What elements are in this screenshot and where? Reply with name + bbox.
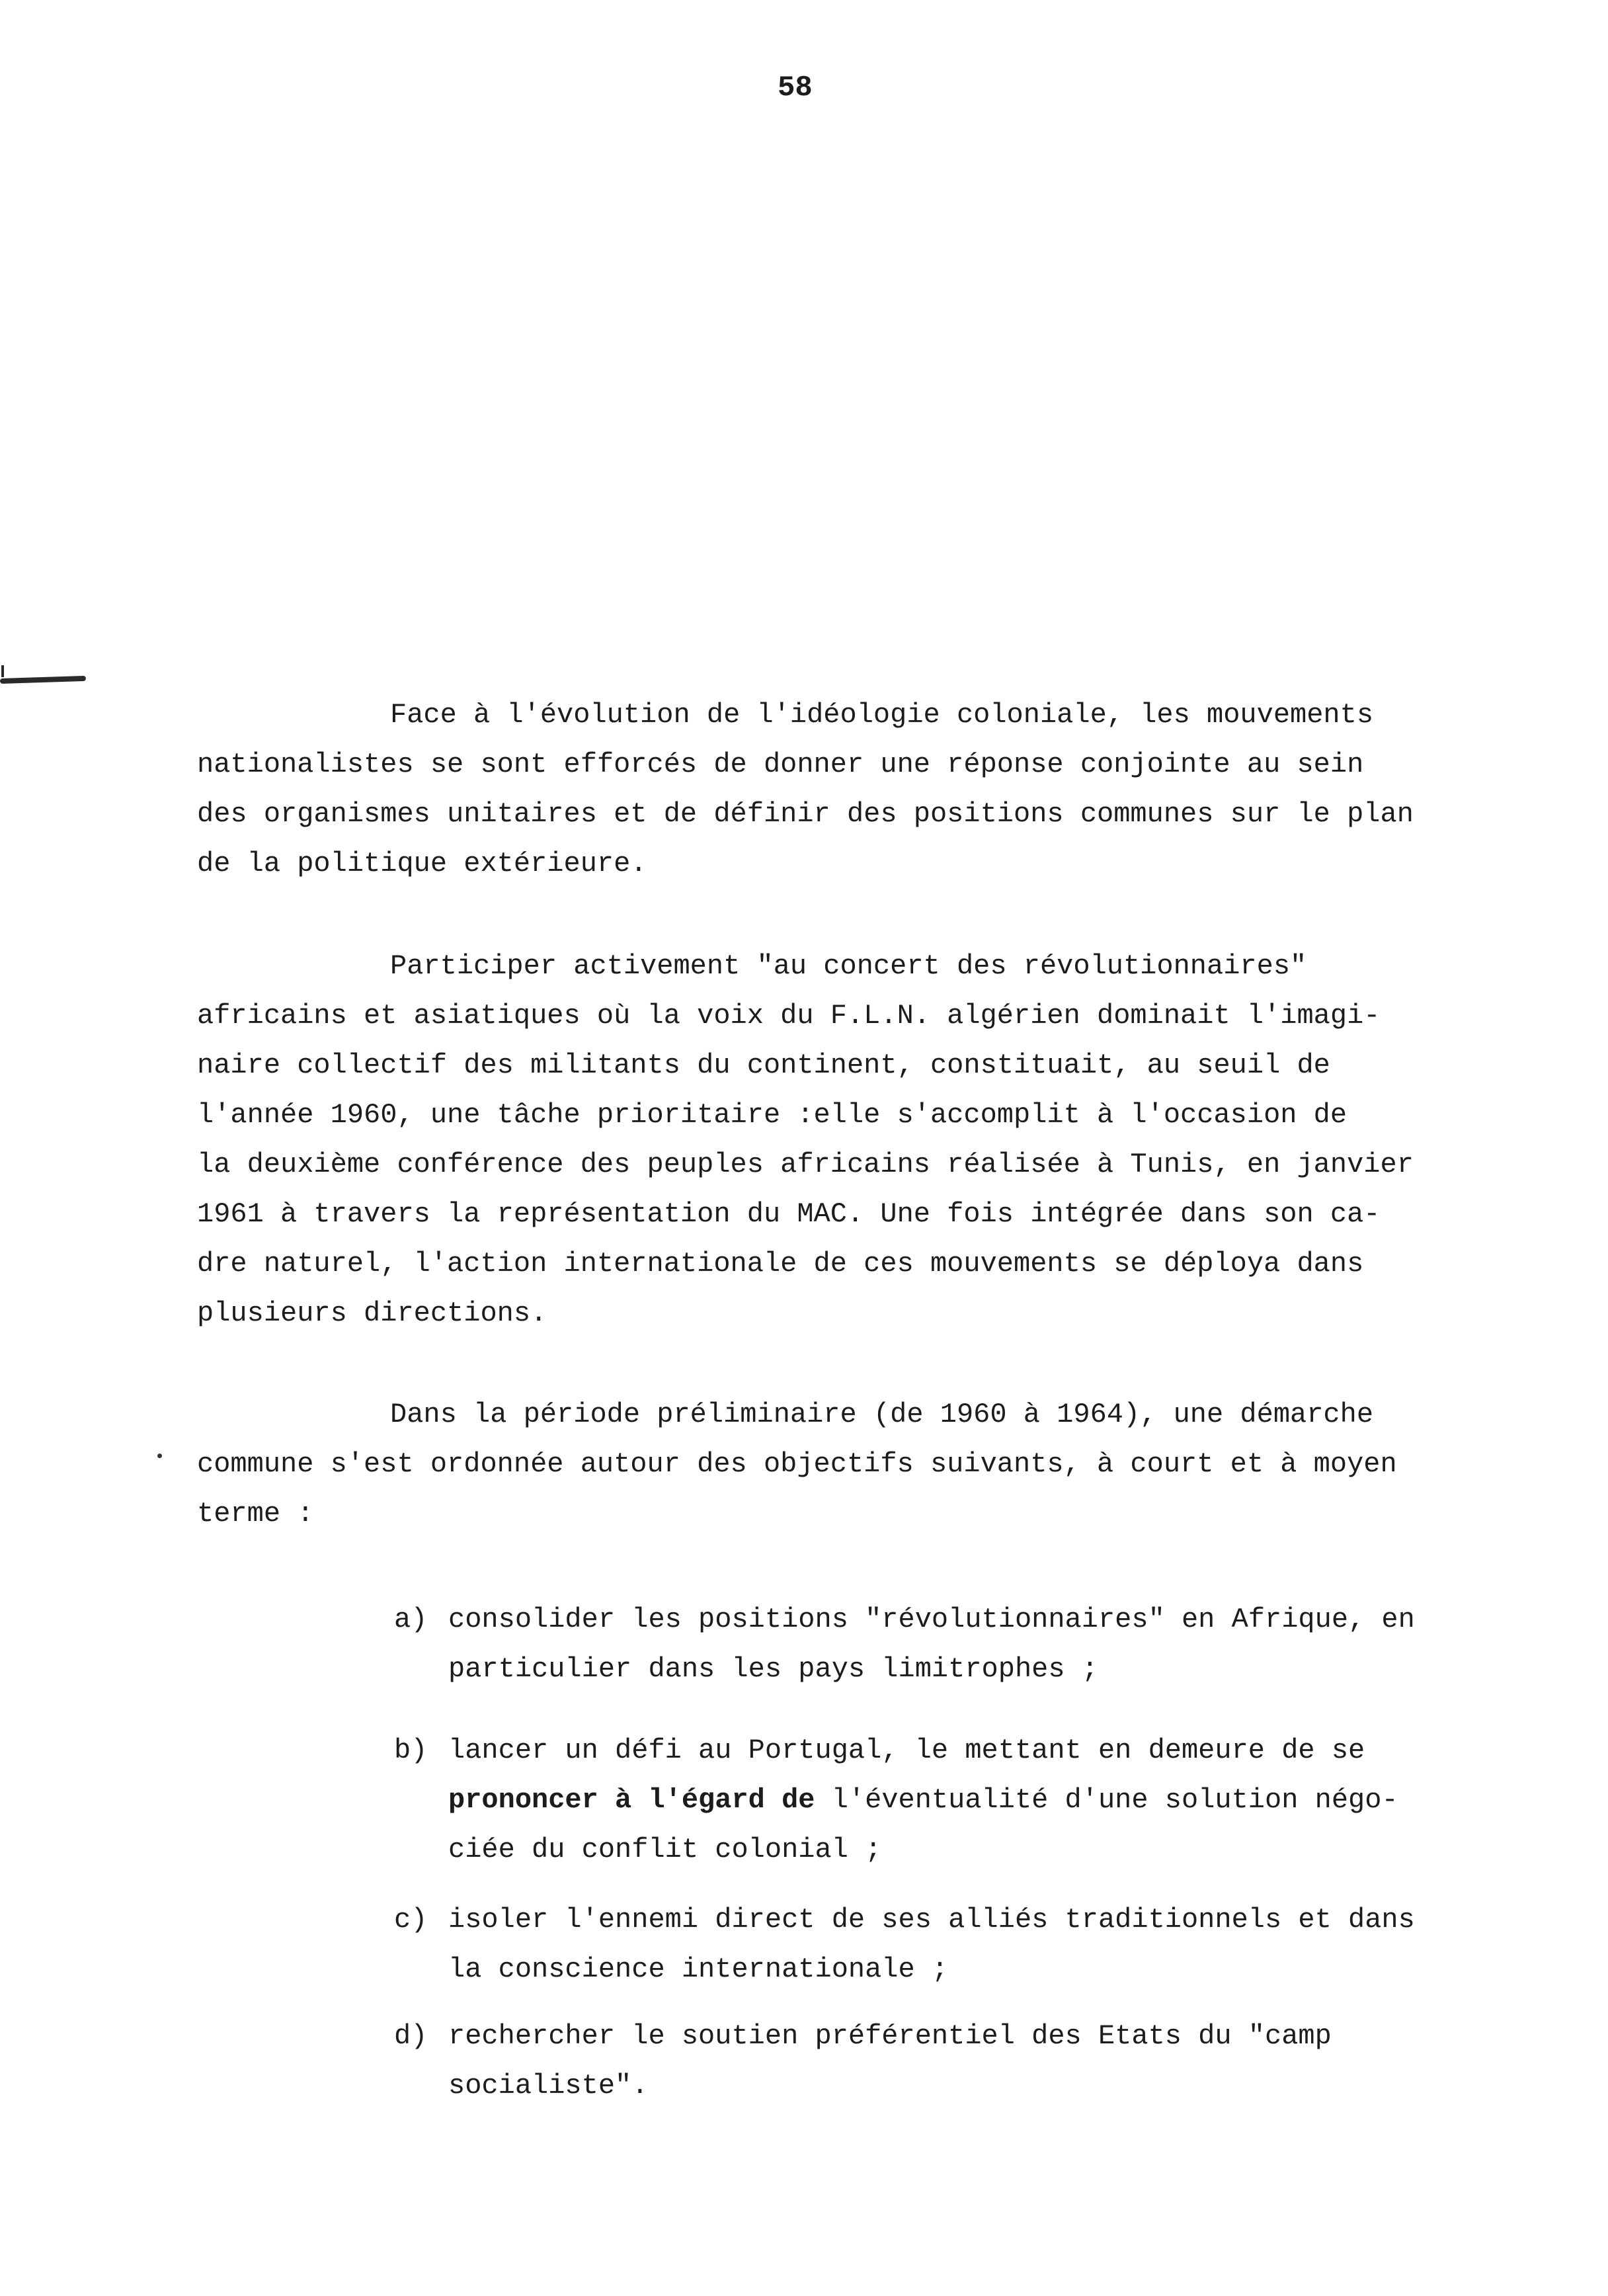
paragraph-2 — [197, 942, 1506, 1338]
paragraph-line: des organismes unitaires et de définir des positions communes sur le plan — [197, 798, 1414, 830]
paragraph-line: de la politique extérieure. — [197, 848, 647, 880]
list-marker: c) — [394, 1904, 428, 1936]
paragraph-line: commune s'est ordonnée autour des objectifs suivants, à court et à moyen — [197, 1448, 1397, 1480]
list-item-line: consolider les positions "révolutionnaires" en Afrique, en — [448, 1604, 1415, 1635]
list-item-line: isoler l'ennemi direct de ses alliés traditionnels et dans — [448, 1904, 1415, 1936]
paragraph-line: Face à l'évolution de l'idéologie coloniale, les mouvements — [390, 699, 1374, 731]
paragraph-line: Dans la période préliminaire (de 1960 à 1964), une démarche — [390, 1399, 1374, 1430]
list-item-line: lancer un défi au Portugal, le mettant en demeure de se — [448, 1735, 1365, 1766]
list-item-line: rechercher le soutien préférentiel des Etats du "camp — [448, 2020, 1332, 2052]
list-item-c — [394, 1895, 1518, 1994]
bullet-dot — [157, 1454, 162, 1458]
page-number: 58 — [778, 71, 813, 104]
list-item-b — [394, 1726, 1518, 1875]
list-item-a — [394, 1595, 1518, 1694]
list-item-line: particulier dans les pays limitrophes ; — [448, 1653, 1098, 1685]
paragraph-line: nationalistes se sont efforcés de donner une réponse conjointe au sein — [197, 749, 1364, 780]
list-item-line: ciée du conflit colonial ; — [448, 1834, 882, 1866]
list-item-line: la conscience internationale ; — [448, 1953, 949, 1985]
paragraph-line: 1961 à travers la représentation du MAC. Une fois intégrée dans son ca- — [197, 1198, 1381, 1230]
list-item-text: l'éventualité d'une solution négo- — [815, 1784, 1398, 1816]
list-marker: a) — [394, 1604, 428, 1635]
list-item-line: socialiste". — [448, 2070, 649, 2102]
margin-mark — [0, 676, 86, 684]
overstruck-text: prononcer à l'égard de — [448, 1784, 815, 1816]
paragraph-line: terme : — [197, 1498, 314, 1530]
paragraph-line: la deuxième conférence des peuples africains réalisée à Tunis, en janvier — [197, 1149, 1414, 1180]
paragraph-line: naire collectif des militants du continent, constituait, au seuil de — [197, 1049, 1330, 1081]
margin-tick — [1, 665, 4, 677]
paragraph-line: africains et asiatiques où la voix du F.L.N. algérien dominait l'imagi- — [197, 1000, 1381, 1032]
list-item-d — [394, 2012, 1518, 2111]
list-item-line — [394, 1776, 1518, 1825]
paragraph-line: l'année 1960, une tâche prioritaire :elle s'accomplit à l'occasion de — [197, 1099, 1347, 1131]
paragraph-1 — [197, 690, 1506, 889]
paragraph-line: Participer activement "au concert des révolutionnaires" — [390, 950, 1307, 982]
paragraph-line: dre naturel, l'action internationale de ces mouvements se déploya dans — [197, 1248, 1364, 1280]
list-marker: b) — [394, 1735, 428, 1766]
paragraph-line: plusieurs directions. — [197, 1297, 547, 1329]
paragraph-3 — [197, 1390, 1506, 1539]
list-marker: d) — [394, 2020, 428, 2052]
